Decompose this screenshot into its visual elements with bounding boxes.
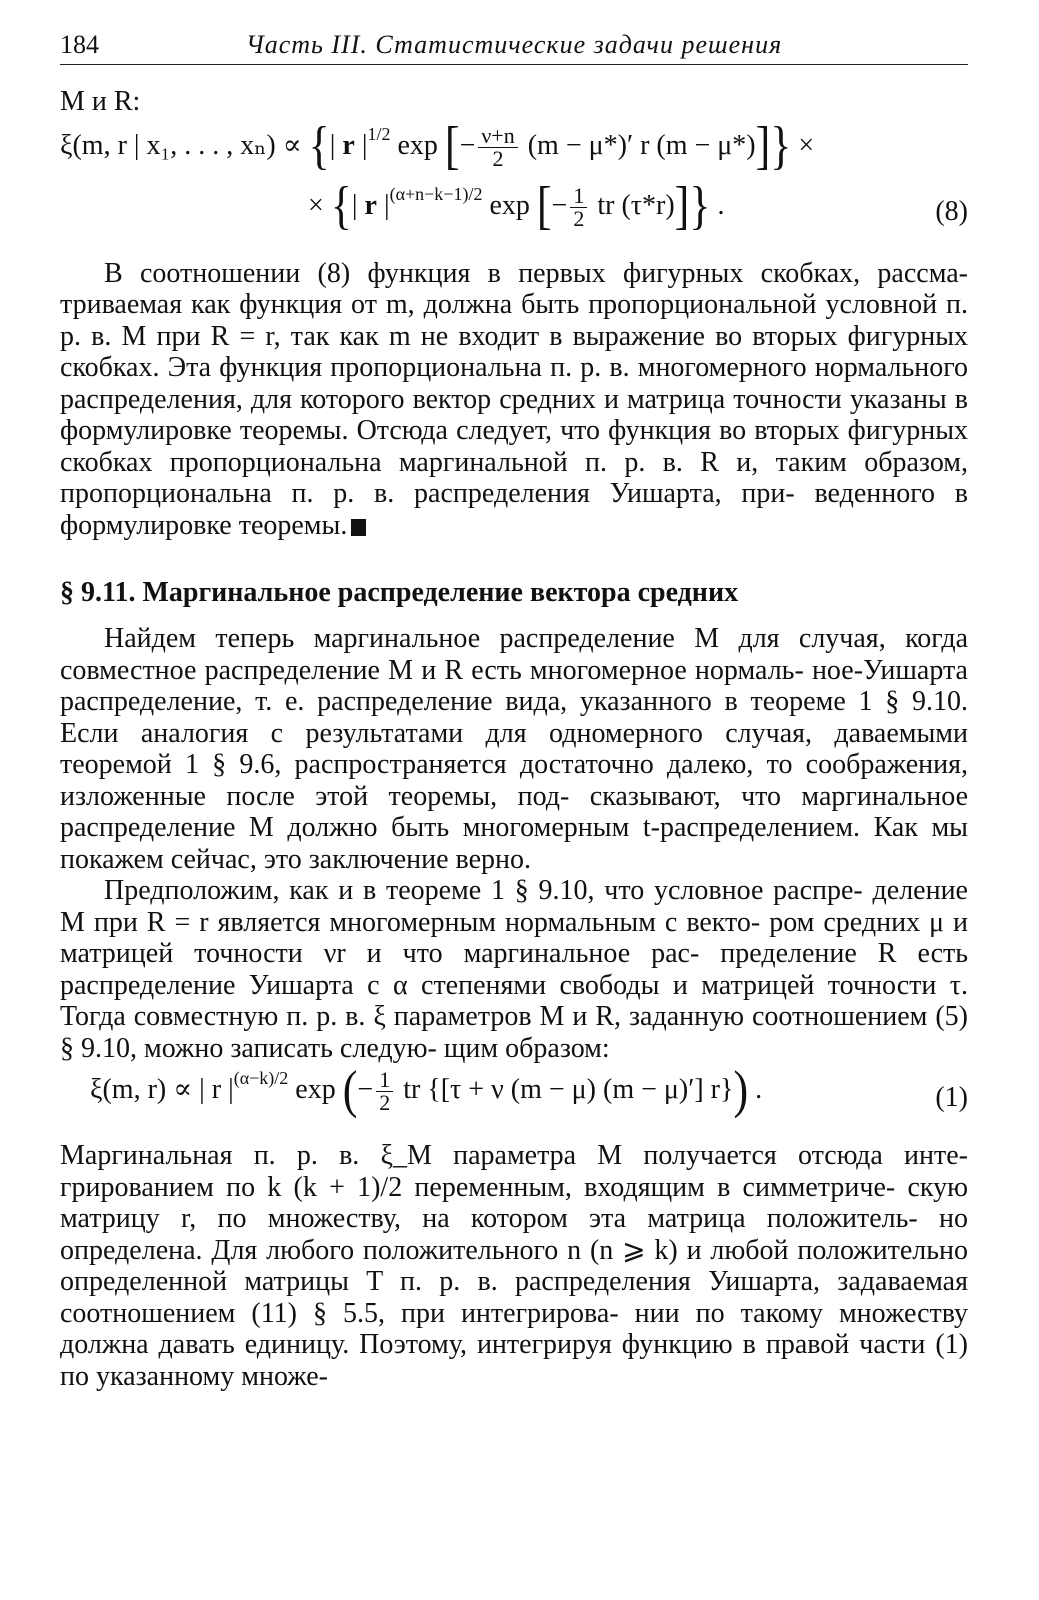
page-body <box>60 86 968 1392</box>
formula-1-power: (α−k)/2 <box>233 1068 289 1088</box>
paragraph-1: В соотношении (8) функция в первых фигурных скобках, рассма- триваемая как функция от m, должна быть пропорциональной условной п. р. в. M при R = r, так как m не входит в выражение во вторых фигурных скобках. Эта функция пропорциональна п. р. в. многомерного нормального распределения, для которого вектор средних и матрица точности указаны в формулировке теоремы. Отсюда следует, что функция во вторых фигурных скобках пропорциональна маргинальной п. р. в. R и, таким образом, пропорциональна п. р. в. распределения Уишарта, при- веденного в формулировке теоремы. <box>60 257 969 541</box>
formula-8-frac2: $\frac{1}{2}$ <box>570 185 587 230</box>
formula-1-exp: exp <box>295 1074 336 1105</box>
formula-1-number: (1) <box>935 1082 968 1113</box>
end-of-proof-mark <box>351 519 366 536</box>
formula-8-line2: × {| r $|^{(\alpha+n-k-1)/2}$ exp [− $\frac{1}{2}$ tr (τ*r)]} . (8) <box>308 175 968 235</box>
paragraph-2: Найдем теперь маргинальное распределение M для случая, когда совместное распределение M и R есть многомерное нормаль- ное-Уишарта распределение, т. е. распределение вида, указанного в теореме 1 § 9.10. Если аналогия с результатами для одномерного случая, даваемыми теоремой 1 § 9.6, распространяется достаточно далеко, то соображения, изложенные после этой теоремы, под- сказывают, что маргинальное распределение M должно быть многомерным t-распределением. Как мы покажем сейчас, это заключение верно. <box>60 623 969 875</box>
paragraph-3: Предположим, как и в теореме 1 § 9.10, что условное распре- деление M при R = r является многомерным нормальным с векто- ром средних μ и матрицей точности νr и что маргинальное рас- пределение R есть распределение Уишарта с α степенями свободы и матрицей точности τ. Тогда совместную п. р. в. ξ параметров M и R, заданную соотношением (5) § 9.10, можно записать следую- щим образом: <box>60 875 969 1064</box>
formula-8-exp1: exp <box>397 129 438 161</box>
intro-line: M и R: <box>60 86 141 117</box>
formula-1-lhs: ξ(m, r) ∝ | r | <box>90 1074 234 1105</box>
formula-8-power1: 1/2 <box>367 123 391 144</box>
formula-1-body: tr {[τ + ν (m − μ) (m − μ)′] r} <box>403 1074 734 1105</box>
formula-8-number: (8) <box>935 195 968 227</box>
formula-1-frac: $\frac{1}{2}$ <box>376 1069 393 1114</box>
formula-8-quadratic: (m − μ*)′ r (m − μ*) <box>527 129 756 161</box>
formula-8-trace: tr (τ*r) <box>597 189 675 221</box>
paragraph-4: Маргинальная п. р. в. ξ_M параметра M получается отсюда инте- грированием по k (k + 1)/2 переменным, входящим в симметриче- скую матрицу r, по множеству, на котором эта матрица положитель- но определена. Для любого положительного n (n ⩾ k) и любой положительно определенной матрицы T п. р. в. распределения Уишарта, задаваемая соотношением (11) § 5.5, при интегрирова- нии по такому множеству должна давать единицу. Поэтому, интегрируя функцию в правой части (1) по указанному множе- <box>60 1140 969 1392</box>
page-number: 184 <box>60 30 99 59</box>
formula-8-line1: ξ(m, r | x₁, . . . , xₙ) ∝ {| r $|^{1/2}$ exp [− $\frac{\nu+n}{2}$ (m − μ*)′ r (m − μ*)]} × <box>60 115 815 175</box>
page-header <box>60 30 968 65</box>
formula-1: ξ(m, r) ∝ | r $|^{(\alpha-k)/2}$ exp (− $\frac{1}{2}$ tr {[τ + ν (m − μ) (m − μ)′] r}) . (1) <box>90 1060 968 1119</box>
formula-8-lhs: ξ(m, r | x₁, . . . , xₙ) ∝ <box>60 129 302 161</box>
section-title: § 9.11. Маргинальное распределение вектора средних <box>60 577 739 608</box>
running-head: Часть III. Статистические задачи решения <box>245 30 783 59</box>
formula-8-frac1: $\frac{\nu+n}{2}$ <box>478 125 517 170</box>
formula-8-power2: (α+n−k−1)/2 <box>389 183 483 204</box>
formula-8-exp2: exp <box>489 189 530 221</box>
